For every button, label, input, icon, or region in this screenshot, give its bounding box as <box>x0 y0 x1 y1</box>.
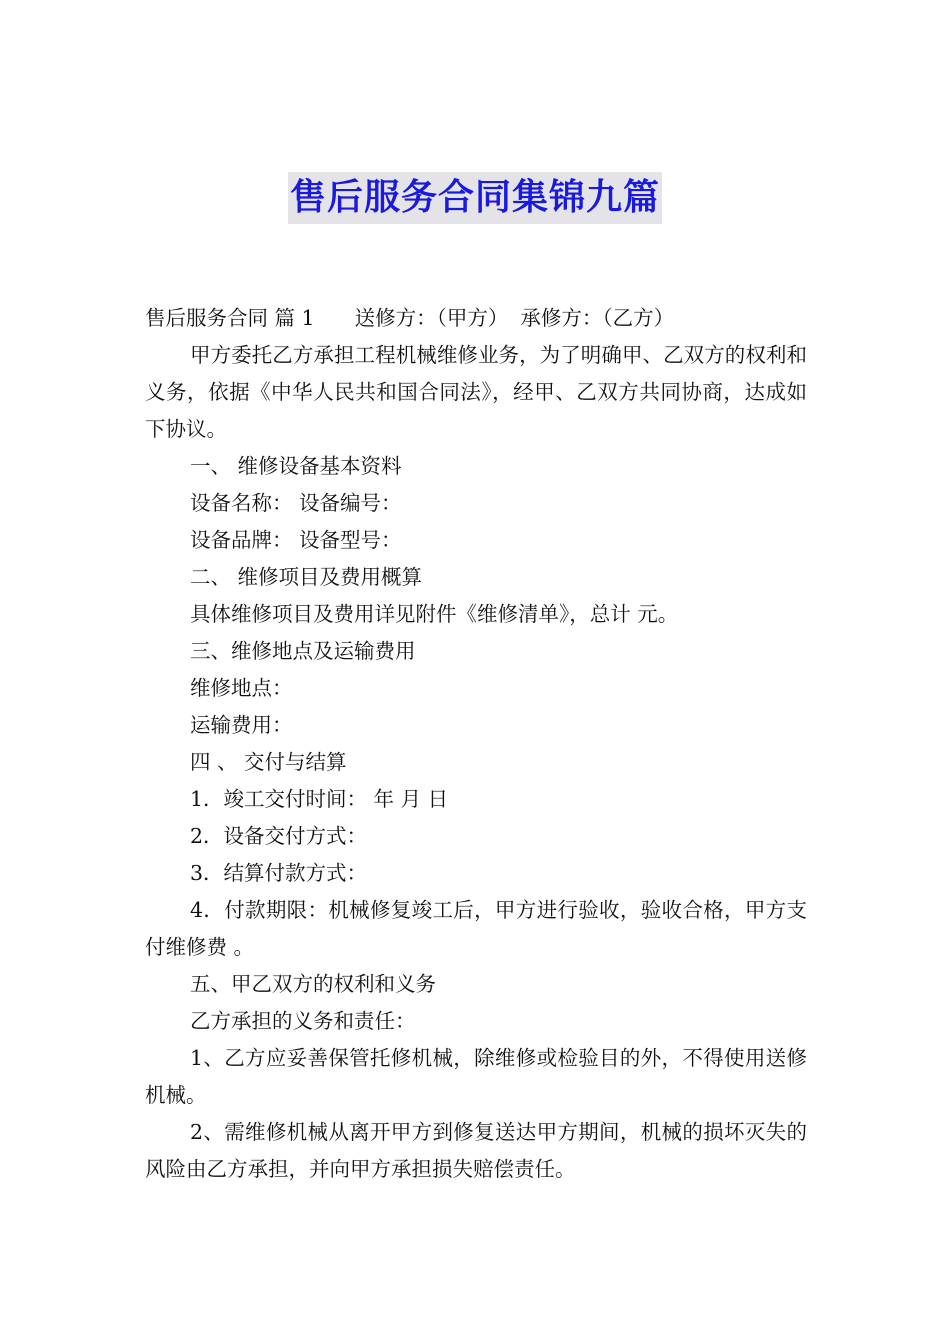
delivery-method-line: 2．设备交付方式： <box>190 824 368 848</box>
repair-location-line: 维修地点： <box>190 676 293 700</box>
sender-party: 送修方：（甲方） <box>354 306 509 330</box>
duty-item-2: 2、需维修机械从离开甲方到修复送达甲方期间，机械的损坏灭失的风险由乙方承担，并向甲方承担损失赔偿责任。 <box>145 1120 807 1181</box>
section-heading-1: 一、 维修设备基本资料 <box>190 454 402 478</box>
section-heading-2: 二、 维修项目及费用概算 <box>190 565 423 589</box>
party-b-duties-heading: 乙方承担的义务和责任： <box>190 1009 416 1033</box>
section-heading-4: 四 、 交付与结算 <box>190 750 347 774</box>
repair-items-paragraph: 具体维修项目及费用详见附件《维修清单》，总计 元。 <box>190 602 679 626</box>
equipment-brand-line: 设备品牌： 设备型号： <box>190 528 402 552</box>
document-title: 售后服务合同集锦九篇 <box>288 172 662 224</box>
section-heading-5: 五、甲乙双方的权利和义务 <box>190 972 436 996</box>
document-body <box>145 300 807 1188</box>
duty-item-1: 1、乙方应妥善保管托修机械，除维修或检验目的外，不得使用送修机械。 <box>145 1046 807 1107</box>
contract-header-line <box>145 300 807 337</box>
delivery-time-line: 1．竣工交付时间： 年 月 日 <box>190 787 449 811</box>
section-heading-3: 三、维修地点及运输费用 <box>190 639 416 663</box>
payment-term-paragraph: 4．付款期限：机械修复竣工后，甲方进行验收，验收合格，甲方支付维修费 。 <box>145 898 807 959</box>
repairer-party: 承修方：（乙方） <box>520 306 675 330</box>
payment-method-line: 3．结算付款方式： <box>190 861 368 885</box>
contract-name: 售后服务合同 篇 1 <box>145 306 315 330</box>
equipment-name-line: 设备名称： 设备编号： <box>190 491 402 515</box>
intro-paragraph: 甲方委托乙方承担工程机械维修业务，为了明确甲、乙双方的权利和义务，依据《中华人民共和国合同法》，经甲、乙双方共同协商，达成如下协议。 <box>145 343 807 441</box>
transport-fee-line: 运输费用： <box>190 713 293 737</box>
title-container <box>0 172 950 224</box>
